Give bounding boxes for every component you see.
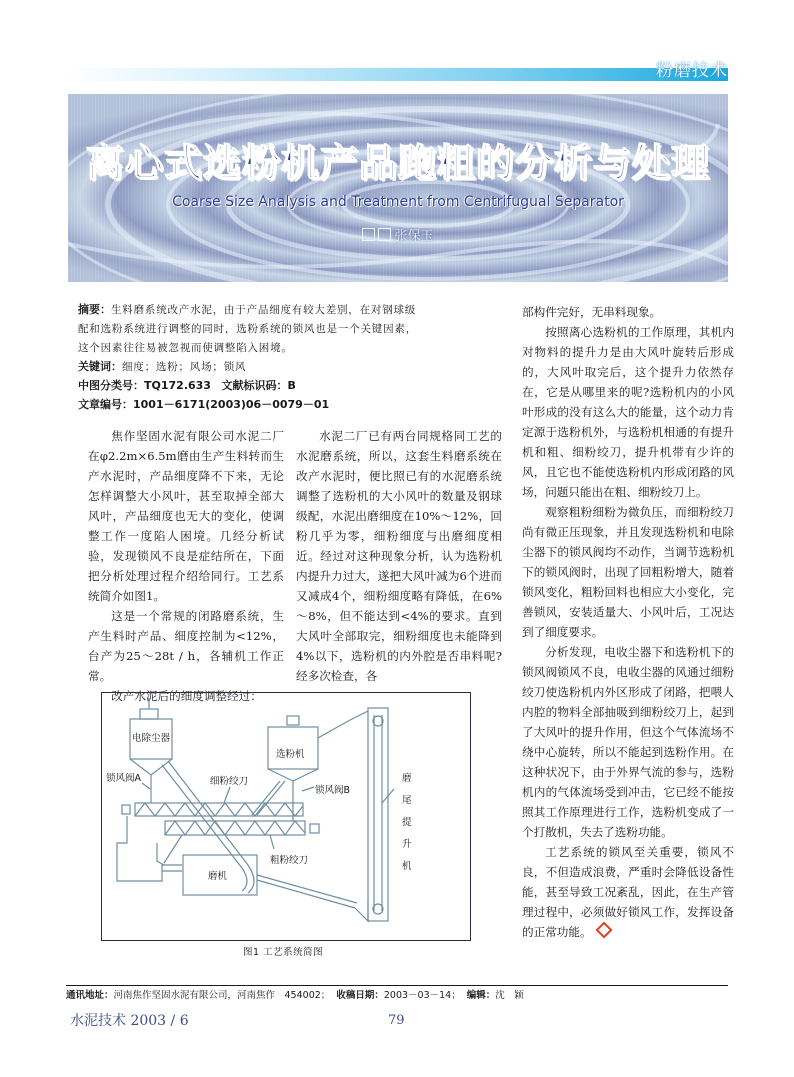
paragraph: 改产水泥后的细度调整经过：: [111, 689, 262, 703]
label-separator: 选粉机: [276, 749, 305, 760]
address: 河南焦作坚固水泥有限公司，河南焦作 454002；: [113, 990, 331, 1001]
label-mill: 磨机: [208, 871, 228, 882]
received-label: 收稿日期：: [336, 990, 384, 1001]
paragraph: 观察粗粉细粉为微负压，而细粉绞刀尚有微正压现象，并且发现选粉机和电除尘器下的锁风阀均不动作，当调节选粉机下的锁风阀时，出现了回粗粉增大，随着锁风变化，粗粉回料也相应大小变化，完善锁风，安装适量大、小风叶后，工况达到了细度要求。: [522, 505, 734, 639]
label-elevator-4: 升: [402, 839, 412, 850]
classification-line: [78, 376, 508, 395]
mill-discharge-pipe: [257, 875, 357, 903]
elevator-to-separator-pipe: [318, 711, 368, 738]
abstract-label: 摘要：: [78, 303, 111, 316]
paragraph: 分析发现，电收尘器下和选粉机下的锁风阀锁风不良，电收尘器的风通过细粉绞刀使选粉机内外区形成了闭路，把喂人内腔的物料全部抽吸到细粉绞刀上，起到了大风叶的提升作用，但这个气体流场不绕中心旋转，所以不能起到选粉作用。在这种状况下，由于外界气流的参与，选粉机内的气体流场受到冲击，它已经不能按照其工作原理进行工作，选粉机变成了一个打散机，失去了选粉功能。: [522, 645, 734, 839]
body-column-2: [296, 426, 502, 688]
keywords-line: [78, 357, 508, 376]
label-elevator-5: 机: [402, 861, 412, 872]
journal-issue: 水泥技术 2003 / 6: [70, 1013, 189, 1029]
clc-label: 中图分类号：: [78, 379, 144, 392]
label-valve-b: 锁风阀B: [315, 785, 351, 796]
section-label: 粉磨技术: [656, 61, 728, 81]
elevator-boot: [355, 898, 368, 921]
label-elevator-2: 尾: [402, 795, 412, 806]
abstract-text: 这个因素往往易被忽视而使调整陷入困境。: [78, 342, 293, 354]
fine-screw-flights: [135, 803, 303, 816]
article-title: 离心式选粉机产品跑粗的分析与处理: [85, 141, 710, 185]
abstract-line: [78, 300, 508, 319]
swirl-background: [68, 94, 728, 282]
author-name: 张保玉: [394, 229, 434, 244]
doc-code-value: B: [287, 379, 296, 392]
keywords: 细度；选粉；风场；锁风: [122, 361, 247, 373]
body-column-3: [522, 302, 734, 974]
label-valve-a: 锁风阀A: [106, 773, 141, 784]
bucket-elevator: [368, 708, 388, 921]
abstract-block: [78, 300, 508, 414]
paragraph-text: 工艺系统的锁风至关重要，锁风不良，不但造成浪费，严重时会降低设备性能，甚至导致工况紊乱，因此，在生产管理过程中，必须做好锁风工作，发挥设备的正常功能。: [522, 845, 734, 939]
section-header-bar: [66, 68, 728, 81]
editor: 沈 颖: [495, 990, 524, 1001]
article-title-english: Coarse Size Analysis and Treatment from Centrifugual Separator: [172, 194, 624, 210]
paragraph: 水泥二厂已有两台同规格同工艺的水泥磨系统，所以，这套生料磨系统在改产水泥时，便比照已有的水泥磨系统调整了选粉机的大小风叶的数量及钢球级配，水泥出磨细度在10%～12%，回粉几乎为零，细粉细度与出磨细度相近。经过对这种现象分析，认为选粉机内提升力过大，遂把大风叶减为6个进而又减成4个，细粉细度略有降低，在6%～8%，但不能达到<4%的要求。直到大风叶全部取完，细粉细度也未能降到4%以下，选粉机的内外腔是否串料呢?经多次检查，各: [296, 429, 502, 683]
abstract-text: 生料磨系统改产水泥，由于产品细度有较大差别，在对钢球级: [111, 304, 417, 316]
author-line: [68, 228, 728, 246]
dust-collector-top: [140, 709, 158, 719]
fine-screw-motor: [122, 805, 130, 814]
keywords-label: 关键词：: [78, 360, 122, 373]
paragraph: 这是一个常规的闭路磨系统，生产生料时产品、细度控制为<12%，台产为25～28t / h，各辅机工作正常。: [88, 609, 284, 683]
feed-bin: [157, 843, 164, 865]
paragraph: [522, 842, 734, 942]
mill-discharge-pipe: [257, 880, 355, 908]
process-diagram: [102, 693, 470, 940]
article-number-label: 文章编号：: [78, 398, 133, 411]
paragraph: 按照离心选粉机的工作原理，其机内对物料的提升力是由大风叶旋转后形成的，大风叶取完后，这个提升力依然存在，它是从哪里来的呢?选粉机内的小风叶形成的没有这么大的能量，这个动力肯定源于选粉机外，与选粉机相通的有提升机和粗、细粉绞刀，提升机带有少许的风，且它也不能使选粉机内形成闭路的风场，问题只能出在粗、细粉绞刀上。: [522, 325, 734, 499]
paragraph: 部构件完好，无串料现象。: [522, 305, 662, 319]
footnote-rule: [66, 985, 728, 986]
author-marker-icon: [362, 228, 375, 241]
abstract-line: [78, 319, 508, 338]
label-elevator-3: 提: [402, 817, 412, 828]
address-label: 通讯地址：: [66, 990, 114, 1001]
article-number-line: [78, 395, 508, 414]
abstract-text: 配和选粉系统进行调整的同时，选粉系统的锁风也是一个关键因素，: [78, 323, 417, 335]
separator-hopper: [268, 769, 318, 781]
title-banner: [68, 94, 728, 282]
separator-body: [268, 727, 318, 769]
coarse-screw-motor: [310, 824, 319, 833]
coarse-screw-flights: [165, 821, 305, 835]
end-of-article-diamond-icon: [595, 922, 612, 939]
body-column-1: [88, 426, 284, 703]
clc-value: TQ172.633: [144, 379, 211, 392]
author-marker-icon: [378, 228, 391, 241]
label-coarse-screw: 粗粉绞刀: [270, 855, 309, 866]
paragraph: 焦作坚固水泥有限公司水泥二厂在φ2.2m×6.5m磨由生产生料转而生产水泥时，产品细度降不下来，无论怎样调整大小风叶，甚至取掉全部大风叶，产品细度也无大的变化，使调整工作一度陷人困境。几经分析试验，发现锁风不良是症结所在，下面把分析处理过程介绍给同行。工艺系统简介如图1。: [88, 429, 284, 603]
article-number-value: 1001－6171(2003)06－0079－01: [133, 398, 330, 411]
received-date: 2003－03－14；: [383, 990, 461, 1001]
label-elevator-1: 磨: [402, 773, 412, 784]
doc-code-label: 文献标识码：: [221, 379, 288, 392]
label-fine-screw: 细粉绞刀: [210, 776, 249, 787]
abstract-line: [78, 338, 508, 357]
label-dust-collector: 电除尘器: [132, 733, 171, 744]
editor-label: 编辑：: [466, 990, 496, 1001]
separator-motor: [287, 716, 299, 725]
figure-process-diagram: [101, 692, 471, 941]
figure-caption: 图1 工艺系统简图: [243, 947, 324, 958]
footnote: [66, 989, 524, 1003]
coarse-return-pipe: [164, 835, 182, 863]
separator-chute: [252, 781, 280, 815]
page-number: 79: [388, 1013, 405, 1028]
